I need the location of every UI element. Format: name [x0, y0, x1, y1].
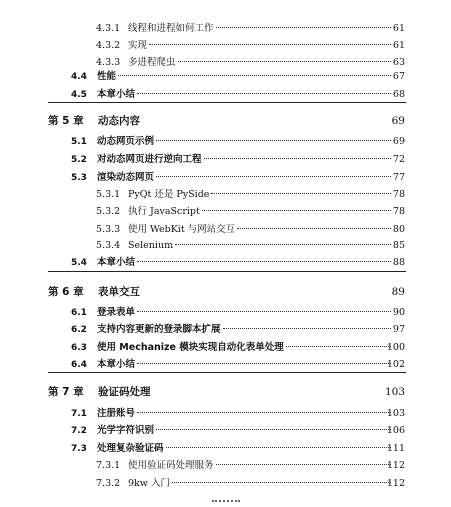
toc-leader-dots	[175, 244, 391, 245]
toc-entry-row[interactable]	[0, 151, 451, 169]
toc-title-group	[97, 405, 393, 423]
toc-chapter-row[interactable]	[0, 381, 451, 403]
toc-number: 6.2	[71, 325, 87, 335]
toc-number: 5.3.3	[96, 224, 121, 235]
toc-title-group	[97, 304, 393, 322]
toc-leader-dots	[237, 228, 391, 229]
toc-title: 性能	[97, 71, 117, 82]
toc-title-group	[97, 169, 393, 187]
toc-title: 9kw 入门	[128, 478, 170, 489]
toc-leader-dots	[118, 75, 391, 76]
toc-leader-dots	[137, 93, 391, 94]
toc-title-group	[97, 151, 393, 169]
toc-page-number: 61	[392, 23, 405, 34]
toc-leader-dots	[156, 429, 391, 430]
toc-page-number: 97	[392, 324, 405, 335]
toc-title: 使用 Mechanize 模块实现自动化表单处理	[97, 342, 284, 353]
toc-number: 7.1	[71, 409, 87, 419]
toc-number: 5.1	[71, 137, 87, 147]
toc-title-group	[97, 254, 393, 272]
toc-title-group	[128, 20, 393, 38]
toc-number: 4.5	[71, 90, 87, 100]
toc-title: 支持内容更新的登录脚本扩展	[97, 324, 221, 335]
toc-entry-row[interactable]	[0, 440, 451, 458]
chapter-divider-rule	[48, 102, 406, 103]
toc-leader-dots	[202, 210, 391, 211]
toc-page-number: 100	[386, 342, 405, 353]
toc-entry-row[interactable]	[0, 37, 451, 55]
toc-leader-dots	[178, 61, 391, 62]
toc-title: 使用 WebKit 与网站交互	[128, 224, 236, 235]
toc-title: 表单交互	[98, 286, 140, 298]
toc-page-number: 112	[386, 478, 405, 489]
toc-page-number: 112	[386, 460, 405, 471]
toc-number: 第 6 章	[48, 286, 84, 298]
toc-page-number: 103	[384, 386, 405, 398]
toc-title-group	[97, 339, 393, 357]
toc-leader-dots	[216, 27, 391, 28]
toc-title-group	[128, 237, 393, 255]
toc-number: 4.3.2	[96, 40, 121, 51]
toc-number: 6.1	[71, 308, 87, 318]
toc-entry-row[interactable]	[0, 186, 451, 204]
toc-title-group	[98, 110, 393, 132]
toc-title-group	[98, 381, 393, 403]
toc-leader-dots	[149, 44, 391, 45]
toc-number: 第 7 章	[48, 386, 84, 398]
toc-number: 4.3.1	[96, 23, 121, 34]
toc-page-number: 78	[392, 206, 405, 217]
toc-number: 4.4	[71, 72, 87, 82]
toc-entry-row[interactable]	[0, 203, 451, 221]
toc-leader-dots	[223, 328, 391, 329]
toc-leader-dots	[204, 158, 391, 159]
toc-entry-row[interactable]	[0, 405, 451, 423]
toc-entry-row[interactable]	[0, 68, 451, 86]
toc-page-number: 103	[386, 408, 405, 419]
toc-title-group	[97, 133, 393, 151]
toc-number: 5.3.4	[96, 240, 121, 251]
toc-title: 验证码处理	[98, 386, 151, 398]
toc-leader-dots	[137, 363, 391, 364]
toc-entry-row[interactable]	[0, 339, 451, 357]
toc-leader-dots	[211, 193, 391, 194]
toc-title: 本章小结	[97, 359, 136, 370]
toc-page-number: 88	[392, 257, 405, 268]
toc-entry-row[interactable]	[0, 475, 451, 493]
toc-title-group	[128, 203, 393, 221]
toc-title: 本章小结	[97, 257, 136, 268]
toc-number: 7.3	[71, 444, 87, 454]
toc-leader-dots	[156, 140, 391, 141]
toc-page-number: 69	[391, 115, 405, 127]
toc-title-group	[97, 321, 393, 339]
toc-page-number: 111	[386, 443, 405, 454]
toc-title: 渲染动态网页	[97, 172, 155, 183]
toc-leader-dots	[137, 261, 391, 262]
toc-title-group	[97, 422, 393, 440]
chapter-divider-rule	[48, 372, 406, 373]
toc-title: 多进程爬虫	[128, 57, 176, 68]
toc-number: 6.3	[71, 343, 87, 353]
toc-number: 5.2	[71, 155, 87, 165]
toc-page-number: 85	[392, 240, 405, 251]
toc-title: Selenium	[128, 240, 174, 251]
toc-entry-row[interactable]	[0, 169, 451, 187]
toc-title-group	[128, 186, 393, 204]
toc-entry-row[interactable]	[0, 254, 451, 272]
toc-leader-dots	[156, 176, 391, 177]
toc-title: 处理复杂验证码	[97, 443, 164, 454]
toc-entry-row[interactable]	[0, 422, 451, 440]
toc-entry-row[interactable]	[0, 321, 451, 339]
toc-page-number: 80	[392, 224, 405, 235]
toc-title: 实现	[128, 40, 148, 51]
toc-title-group	[128, 37, 393, 55]
toc-title: 本章小结	[97, 89, 136, 100]
toc-page-number: 102	[386, 359, 405, 370]
toc-leader-dots	[172, 482, 391, 483]
toc-title: 使用验证码处理服务	[128, 460, 214, 471]
toc-page-number: 90	[392, 307, 405, 318]
toc-number: 4.3.3	[96, 57, 121, 68]
toc-number: 5.3.2	[96, 206, 121, 217]
toc-title: 注册账号	[97, 408, 136, 419]
toc-page-number: 63	[392, 57, 405, 68]
toc-entry-row[interactable]	[0, 304, 451, 322]
page-footer-mark	[212, 500, 240, 506]
toc-title: 光学字符识别	[97, 425, 155, 436]
toc-page-number: 89	[391, 286, 405, 298]
toc-leader-dots	[137, 412, 391, 413]
toc-title: 对动态网页进行逆向工程	[97, 154, 202, 165]
toc-entry-row[interactable]	[0, 20, 451, 38]
toc-title: 动态网页示例	[97, 136, 155, 147]
toc-page-number: 77	[392, 172, 405, 183]
toc-leader-dots	[216, 464, 391, 465]
toc-title-group	[128, 475, 393, 493]
toc-title-group	[128, 457, 393, 475]
toc-title: 线程和进程如何工作	[128, 23, 214, 34]
toc-entry-row[interactable]	[0, 237, 451, 255]
toc-number: 5.3.1	[96, 189, 121, 200]
toc-page-number: 106	[386, 425, 405, 436]
toc-title: PyQt 还是 PySide	[128, 189, 210, 200]
toc-number: 6.4	[71, 360, 87, 370]
toc-page-number: 78	[392, 189, 405, 200]
toc-page-number: 72	[392, 154, 405, 165]
toc-leader-dots	[137, 311, 391, 312]
toc-leader-dots	[286, 346, 391, 347]
toc-number: 第 5 章	[48, 115, 84, 127]
toc-title-group	[97, 440, 393, 458]
toc-number: 5.3	[71, 173, 87, 183]
toc-number: 7.3.2	[96, 478, 121, 489]
toc-entry-row[interactable]	[0, 457, 451, 475]
toc-title-group	[97, 68, 393, 86]
toc-number: 7.2	[71, 426, 87, 436]
toc-entry-row[interactable]	[0, 133, 451, 151]
toc-number: 7.3.1	[96, 460, 121, 471]
toc-page-number: 67	[392, 71, 405, 82]
toc-title-group	[98, 281, 393, 303]
toc-chapter-row[interactable]	[0, 110, 451, 132]
toc-title: 动态内容	[98, 115, 140, 127]
toc-leader-dots	[166, 447, 391, 448]
toc-chapter-row[interactable]	[0, 281, 451, 303]
chapter-divider-rule	[48, 271, 406, 272]
toc-page-number: 69	[392, 136, 405, 147]
toc-title: 登录表单	[97, 307, 136, 318]
toc-page-number: 68	[392, 89, 405, 100]
toc-number: 5.4	[71, 258, 87, 268]
toc-page-number: 61	[392, 40, 405, 51]
toc-title: 执行 JavaScript	[128, 206, 200, 217]
